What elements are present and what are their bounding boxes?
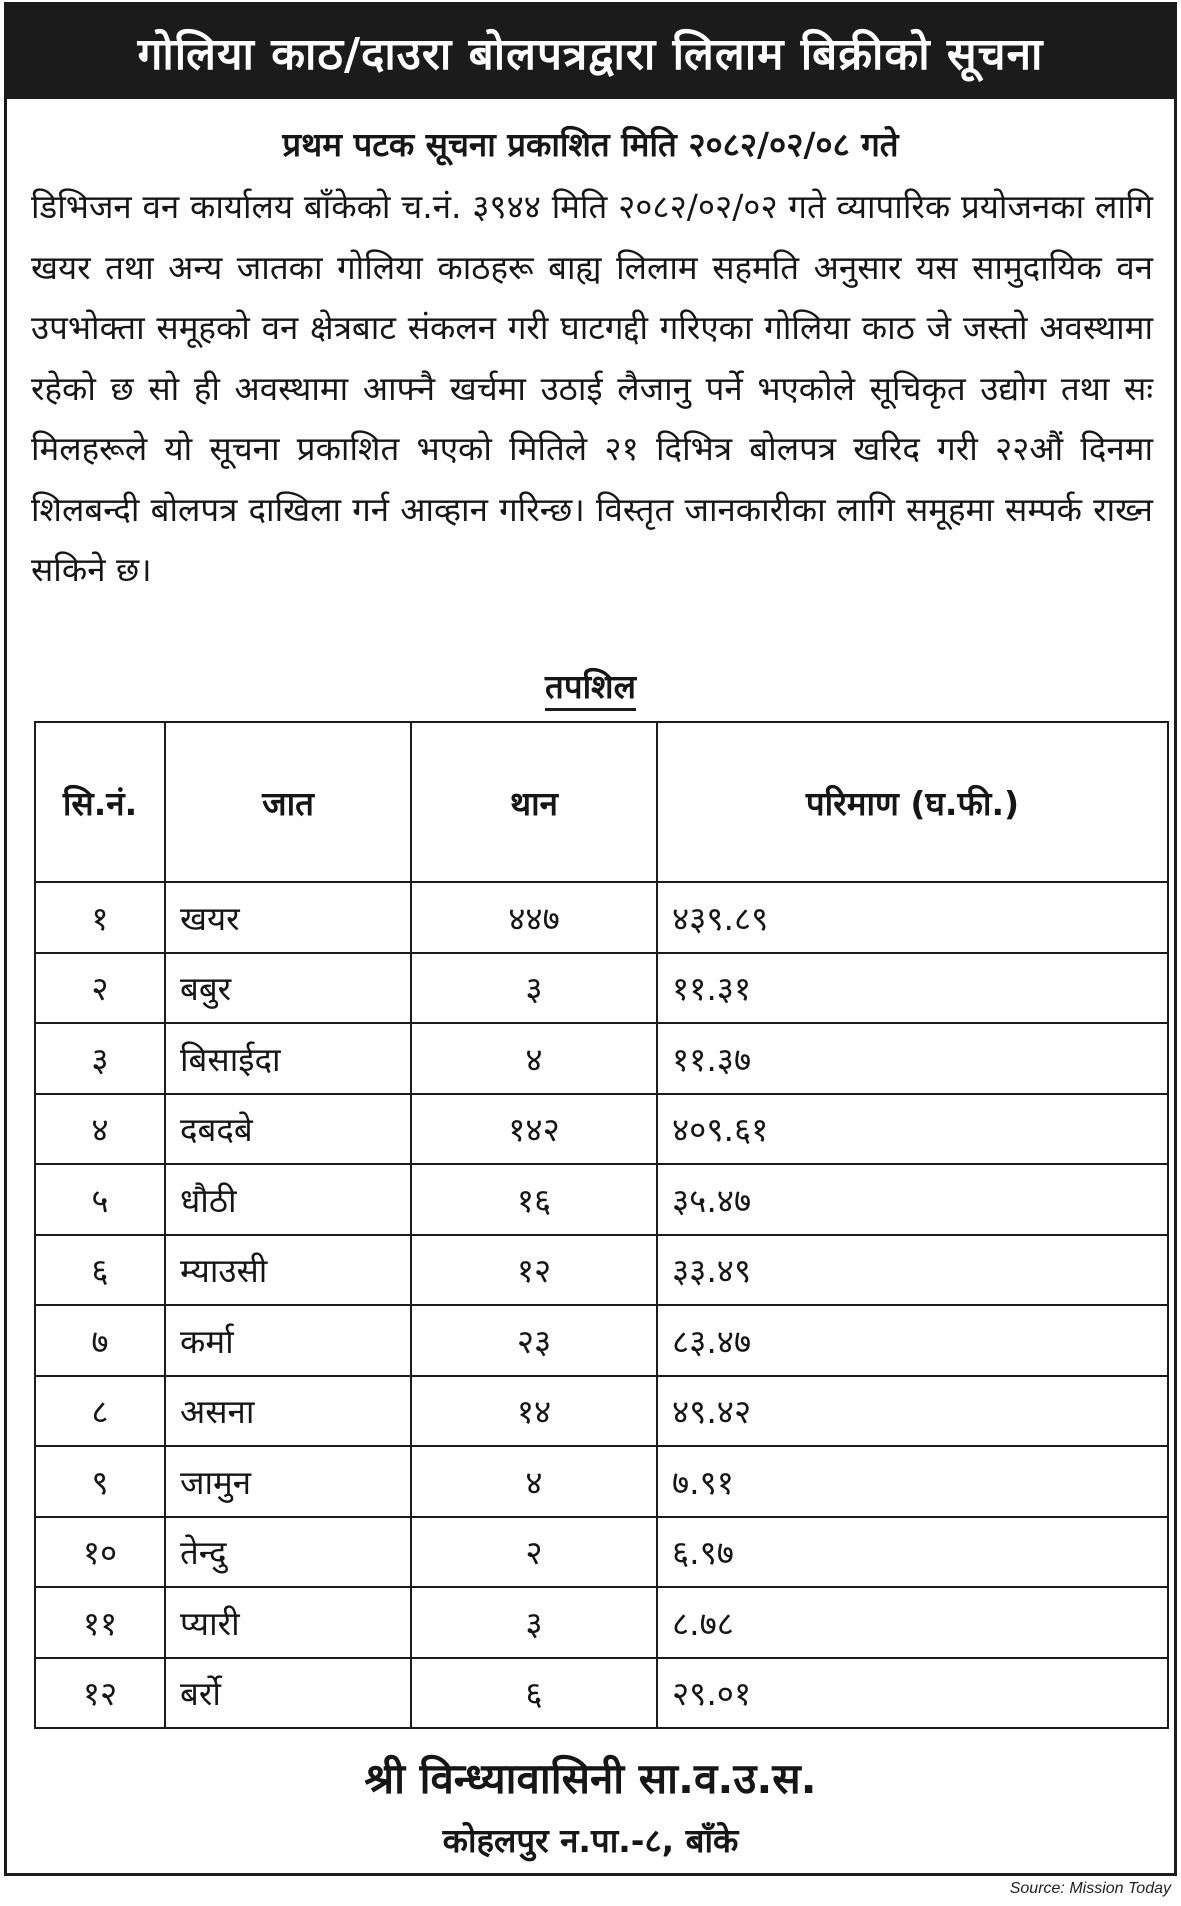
cell-pieces: २३	[411, 1305, 657, 1376]
table-row	[35, 1164, 1168, 1235]
cell-sn: ११	[35, 1587, 165, 1658]
cell-volume: ११.३१	[657, 953, 1168, 1024]
cell-sn: १२	[35, 1658, 165, 1729]
cell-sn: २	[35, 953, 165, 1024]
cell-species: तेन्दु	[165, 1517, 411, 1588]
cell-pieces: १६	[411, 1164, 657, 1235]
cell-sn: ९	[35, 1446, 165, 1517]
cell-species: खयर	[165, 882, 411, 953]
header-volume: परिमाण (घ.फी.)	[657, 722, 1168, 882]
cell-sn: ४	[35, 1094, 165, 1165]
cell-species: बिसाईदा	[165, 1023, 411, 1094]
cell-species: कर्मा	[165, 1305, 411, 1376]
source-credit: Source: Mission Today	[1009, 1880, 1171, 1897]
cell-pieces: १४२	[411, 1094, 657, 1165]
cell-sn: १०	[35, 1517, 165, 1588]
table-row	[35, 1094, 1168, 1165]
cell-pieces: ४	[411, 1446, 657, 1517]
cell-pieces: ३	[411, 953, 657, 1024]
table-row	[35, 1023, 1168, 1094]
cell-volume: ४३९.८९	[657, 882, 1168, 953]
organization-address: कोहलपुर न.पा.-८, बाँके	[442, 1821, 739, 1860]
cell-volume: ६.९७	[657, 1517, 1168, 1588]
table-row	[35, 1587, 1168, 1658]
details-heading-text: तपशिल	[545, 667, 636, 711]
publication-date-line: प्रथम पटक सूचना प्रकाशित मिति २०८२/०२/०८ गते	[282, 125, 899, 164]
notice-frame	[4, 2, 1177, 1876]
table-row	[35, 1305, 1168, 1376]
cell-sn: ३	[35, 1023, 165, 1094]
cell-species: दबदबे	[165, 1094, 411, 1165]
cell-pieces: ४	[411, 1023, 657, 1094]
table-row	[35, 882, 1168, 953]
table-row	[35, 1446, 1168, 1517]
cell-species: असना	[165, 1376, 411, 1447]
cell-species: बबुर	[165, 953, 411, 1024]
cell-volume: ७.९१	[657, 1446, 1168, 1517]
cell-sn: ८	[35, 1376, 165, 1447]
notice-body: डिभिजन वन कार्यालय बाँकेको च.नं. ३९४४ मिति २०८२/०२/०२ गते व्यापारिक प्रयोजनका लागि खयर तथा अन्य जातका गोलिया काठहरू बाह्य लिलाम सहमति अनुसार यस सामुदायिक वन उपभोक्ता समूहको वन क्षेत्रबाट संकलन गरी घाटगद्दी गरिएका गोलिया काठ जे जस्तो अवस्थामा रहेको छ सो ही अवस्थामा आफ्नै खर्चमा उठाई लैजानु पर्ने भएकोले सूचिकृत उद्योग तथा सः मिलहरूले यो सूचना प्रकाशित भएको मितिले २१ दिभित्र बोलपत्र खरिद गरी २२औं दिनमा शिलबन्दी बोलपत्र दाखिला गर्न आव्हान गरिन्छ। विस्तृत जानकारीका लागि समूहमा सम्पर्क राख्न सकिने छ।	[31, 187, 1153, 589]
cell-species: बर्रो	[165, 1658, 411, 1729]
cell-volume: ४०९.६१	[657, 1094, 1168, 1165]
cell-sn: ६	[35, 1235, 165, 1306]
timber-table	[34, 721, 1169, 1729]
table-row	[35, 1376, 1168, 1447]
cell-pieces: ४४७	[411, 882, 657, 953]
cell-species: जामुन	[165, 1446, 411, 1517]
cell-volume: ८३.४७	[657, 1305, 1168, 1376]
cell-volume: ३३.४९	[657, 1235, 1168, 1306]
cell-volume: ८.७८	[657, 1587, 1168, 1658]
cell-pieces: १४	[411, 1376, 657, 1447]
notice-title: गोलिया काठ/दाउरा बोलपत्रद्वारा लिलाम बिक्रीको सूचना	[7, 5, 1174, 99]
cell-pieces: ३	[411, 1587, 657, 1658]
details-heading	[7, 663, 1174, 708]
cell-volume: ४९.४२	[657, 1376, 1168, 1447]
cell-sn: १	[35, 882, 165, 953]
table-row	[35, 1658, 1168, 1729]
cell-species: प्यारी	[165, 1587, 411, 1658]
header-sn: सि.नं.	[35, 722, 165, 882]
cell-sn: ७	[35, 1305, 165, 1376]
cell-species: म्याउसी	[165, 1235, 411, 1306]
cell-volume: ११.३७	[657, 1023, 1168, 1094]
cell-pieces: १२	[411, 1235, 657, 1306]
table-row	[35, 1235, 1168, 1306]
cell-pieces: ६	[411, 1658, 657, 1729]
table-header-row	[35, 722, 1168, 882]
cell-volume: २९.०१	[657, 1658, 1168, 1729]
header-species: जात	[165, 722, 411, 882]
cell-volume: ३५.४७	[657, 1164, 1168, 1235]
header-pieces: थान	[411, 722, 657, 882]
cell-species: धौठी	[165, 1164, 411, 1235]
organization-name: श्री विन्ध्यावासिनी सा.व.उ.स.	[364, 1754, 817, 1803]
table-row	[35, 1517, 1168, 1588]
cell-sn: ५	[35, 1164, 165, 1235]
cell-pieces: २	[411, 1517, 657, 1588]
table-row	[35, 953, 1168, 1024]
